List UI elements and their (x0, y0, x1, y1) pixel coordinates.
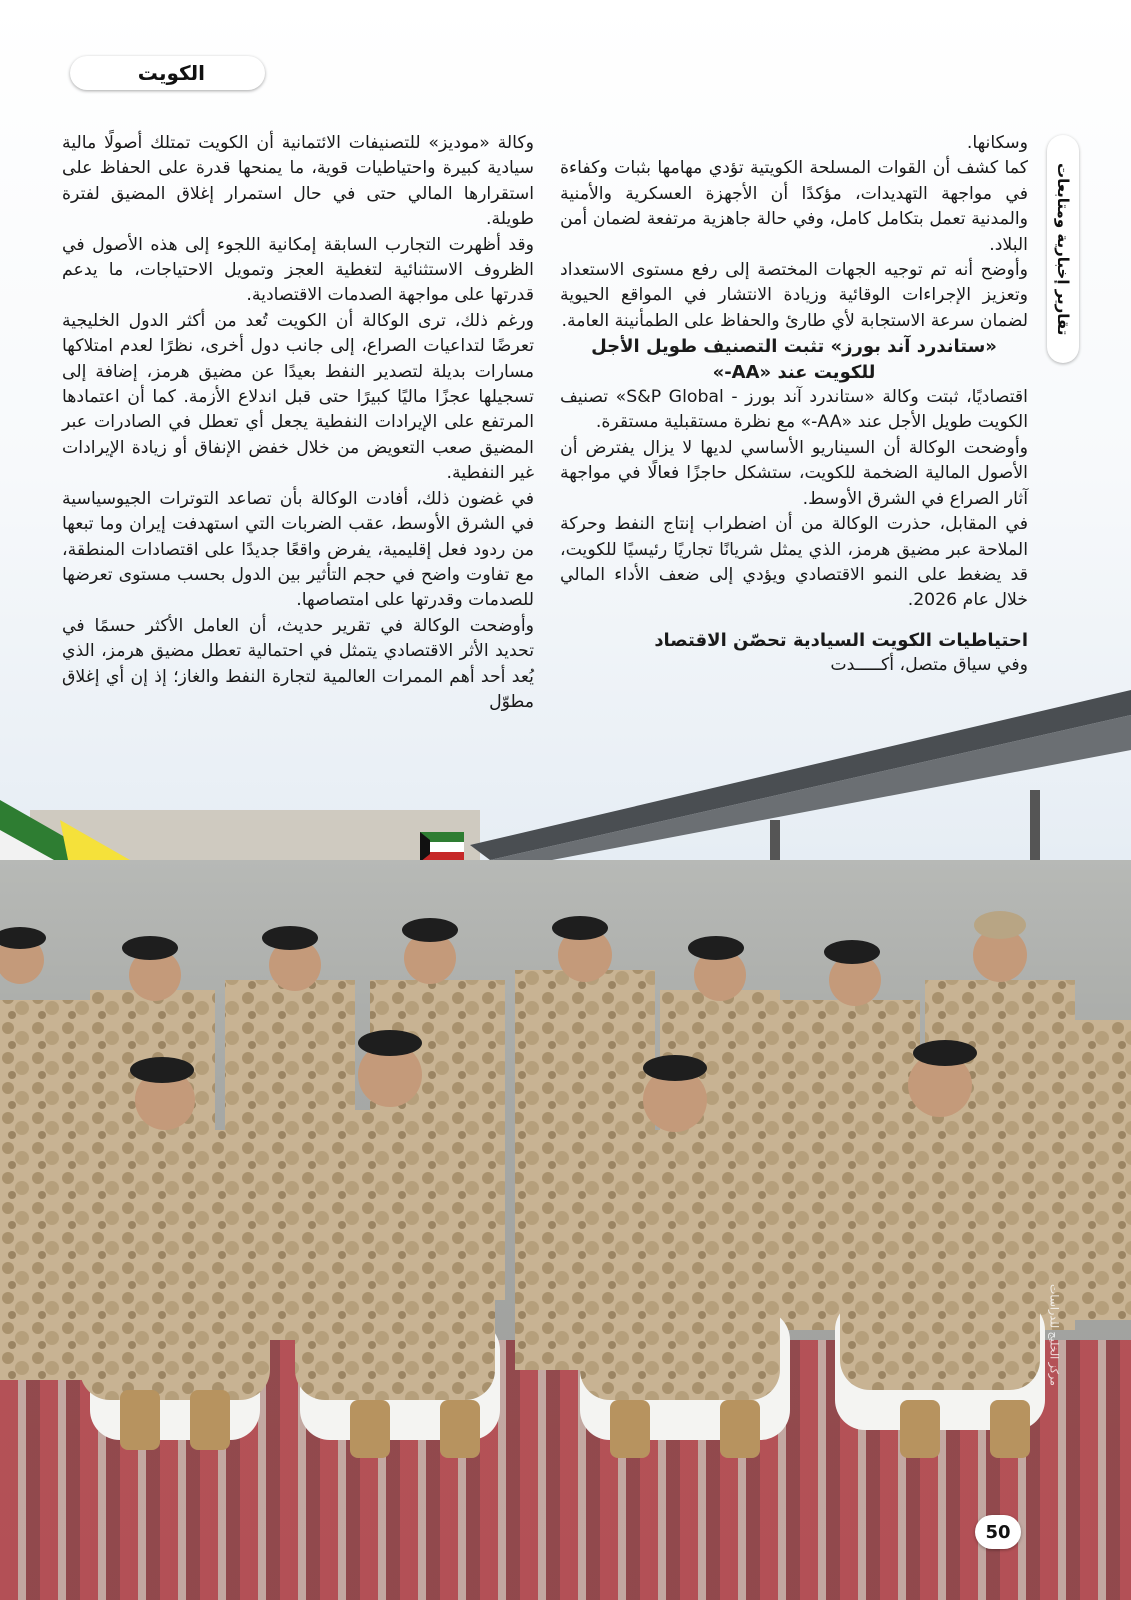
paragraph: في المقابل، حذرت الوكالة من أن اضطراب إنتاج النفط وحركة الملاحة عبر مضيق هرمز، الذي يمثل شريانًا تجاريًا رئيسيًا للكويت، قد يضغط على النمو الاقتصادي ويؤدي إلى ضعف الأداء المالي خلال عام 2026. (560, 514, 1028, 611)
page-number-badge (975, 1515, 1021, 1549)
photo-credit (1040, 1260, 1068, 1410)
section-label: الكويت (137, 61, 205, 85)
paragraph: ورغم ذلك، ترى الوكالة أن الكويت تُعد من أكثر الدول الخليجية تعرضًا لتداعيات الصراع، إلى جانب دول أخرى، نظرًا لعدم امتلاكها مسارات بديلة لتصدير النفط بعيدًا عن مضيق هرمز، إضافة إلى تسجيلها عجزًا ماليًا كبيرًا حتى قبل اندلاع الأزمة. كما أن اعتمادها المرتفع على الإيرادات النفطية يجعل أي تعطل في الصادرات عبر المضيق صعب التعويض من خلال خفض الإنفاق أو زيادة الإيرادات غير النفطية. (62, 310, 534, 484)
paragraph: وفي سياق متصل، أكـــــدت (830, 655, 1028, 676)
paragraph: وسكانها. (966, 133, 1028, 153)
photo-credit-label: مركز الخليج للدراسات (1047, 1284, 1061, 1386)
soldiers-group-photo (0, 900, 1131, 1460)
section-header-pill (70, 56, 265, 90)
paragraph: كما كشف أن القوات المسلحة الكويتية تؤدي مهامها بثبات وكفاءة في مواجهة التهديدات، مؤكدًا أن الأجهزة العسكرية والأمنية والمدنية تعمل بتكامل كامل، وفي حالة جاهزية مرتفعة لضمان أمن البلاد. (560, 158, 1028, 255)
paragraph: وكالة «موديز» للتصنيفات الائتمانية أن الكويت تمتلك أصولًا مالية سيادية كبيرة واحتياطيات قوية، ما يمنحها قدرة على الحفاظ على استقرارها المالي حتى في حال استمرار إغلاق المضيق لفترة طويلة. (62, 133, 534, 230)
article-column-left (62, 131, 534, 715)
page-number: 50 (985, 1521, 1011, 1543)
side-tab-label: تقارير إخبارية ومتابعات (1054, 162, 1072, 336)
paragraph: وأوضحت الوكالة أن السيناريو الأساسي لديها لا يزال يفترض أن الأصول المالية الضخمة للكويت، ستشكل حاجزًا فعالًا في مواجهة آثار الصراع في الشرق الأوسط. (560, 437, 1028, 509)
article-column-right (560, 131, 1028, 679)
paragraph: وقد أظهرت التجارب السابقة إمكانية اللجوء إلى هذه الأصول في الظروف الاستثنائية لتغطية العجز وتمويل الاحتياجات، ما يدعم قدرتها على مواجهة الصدمات الاقتصادية. (62, 234, 534, 306)
small-kuwait-flag-icon (420, 832, 464, 862)
canopy-roof (470, 690, 1131, 880)
side-section-tab (1047, 135, 1079, 363)
subheading-sp-rating: «ستاندرد آند بورز» تثبت التصنيف طويل الأجل للكويت عند «AA-» (591, 336, 997, 383)
paragraph: اقتصاديًا، ثبتت وكالة «ستاندرد آند بورز - S&P Global» تصنيف الكويت طويل الأجل عند «AA-» مع نظرة مستقبلية مستقرة. (560, 387, 1028, 433)
paragraph: وأوضحت الوكالة في تقرير حديث، أن العامل الأكثر حسمًا في تحديد الأثر الاقتصادي يتمثل في احتمالية تعطل مضيق هرمز، الذي يُعد أحد أهم الممرات العالمية لتجارة النفط والغاز؛ إذ إن أي إغلاق مطوّل (62, 615, 534, 712)
paragraph: في غضون ذلك، أفادت الوكالة بأن تصاعد التوترات الجيوسياسية في الشرق الأوسط، عقب الضربات التي استهدفت إيران وما تبعها من ردود فعل إقليمية، يفرض واقعًا جديدًا على اقتصادات المنطقة، مع تفاوت واضح في حجم التأثير بين الدول بحسب مستوى تعرضها للصدمات وقدرتها على امتصاصها. (62, 488, 534, 611)
paragraph: وأوضح أنه تم توجيه الجهات المختصة إلى رفع مستوى الاستعداد وتعزيز الإجراءات الوقائية وزيادة الانتشار في المواقع الحيوية لضمان سرعة الاستجابة لأي طارئ والحفاظ على الطمأنينة العامة. (560, 260, 1028, 331)
subheading-sovereign-reserves: احتياطيات الكويت السيادية تحصّن الاقتصاد (654, 629, 1028, 651)
